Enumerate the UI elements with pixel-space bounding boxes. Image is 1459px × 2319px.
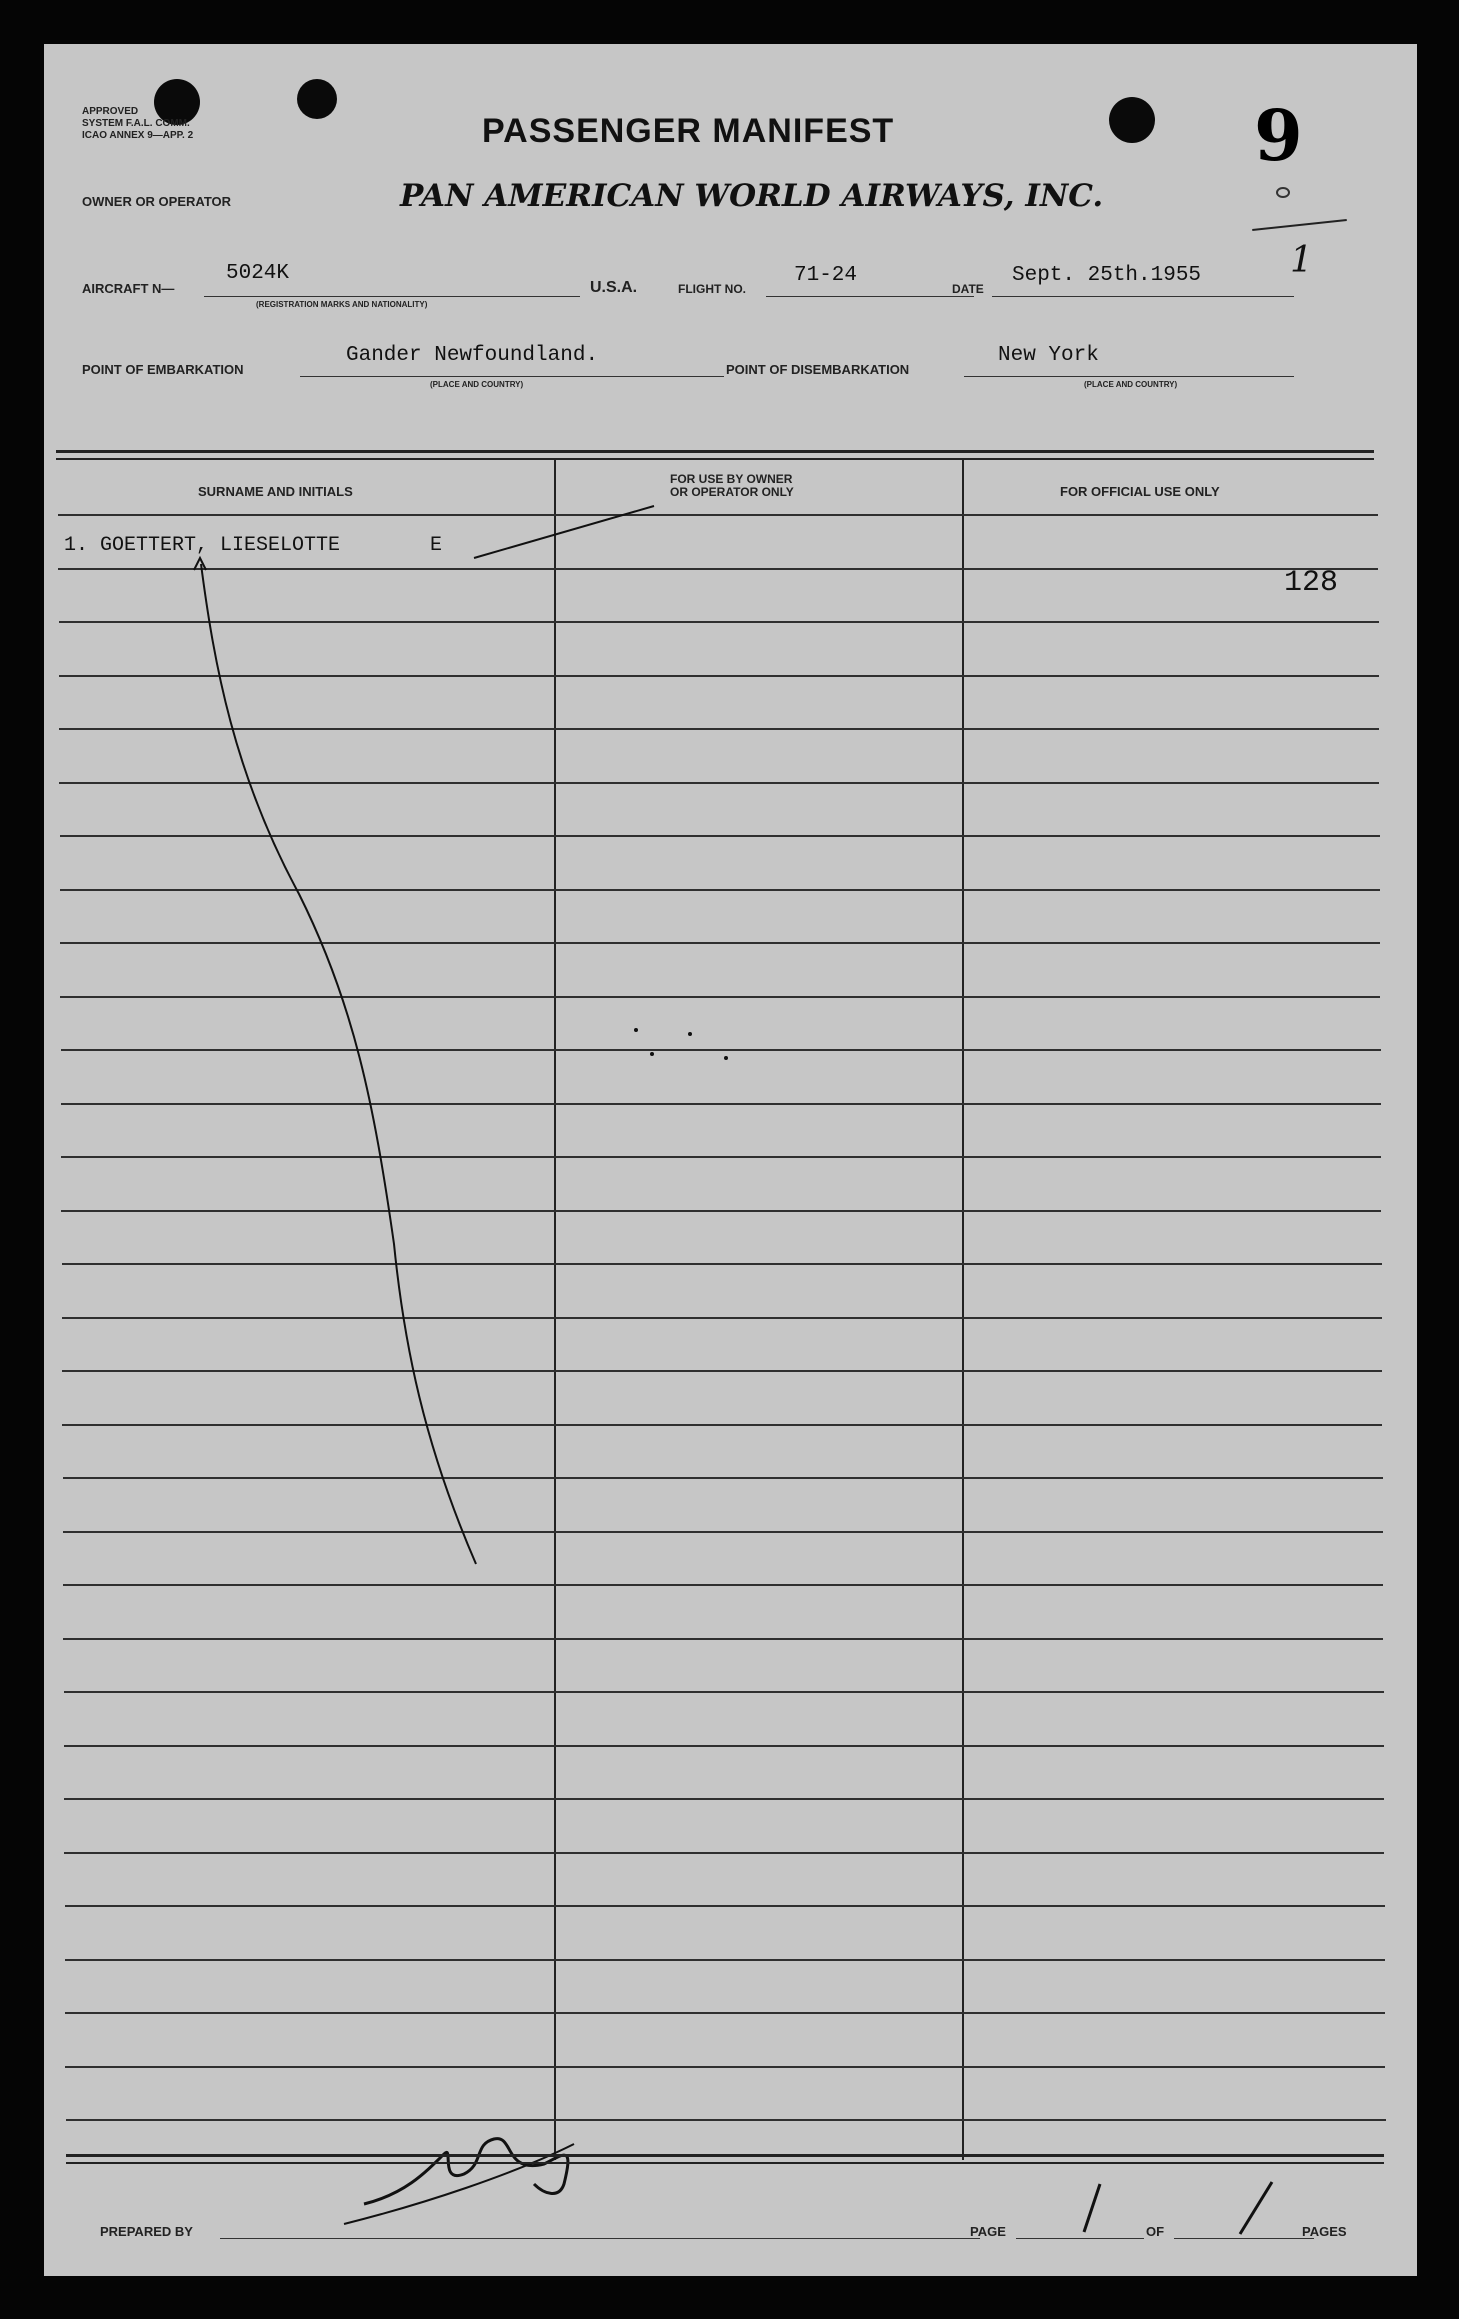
page-title: PASSENGER MANIFEST xyxy=(482,112,895,150)
passenger-initial: E xyxy=(430,534,443,557)
disembark-caption: (PLACE AND COUNTRY) xyxy=(1084,380,1178,389)
approval-line-2: SYSTEM F.A.L. COMM. xyxy=(82,118,190,129)
passenger-name: 1. GOETTERT, LIESELOTTE xyxy=(64,534,341,557)
corner-number: 9 xyxy=(1254,94,1303,177)
flight-value: 71-24 xyxy=(794,264,858,287)
official-number: 128 xyxy=(1284,566,1339,600)
date-value: Sept. 25th.1955 xyxy=(1012,264,1202,287)
header-official: FOR OFFICIAL USE ONLY xyxy=(1060,484,1220,499)
date-label: DATE xyxy=(952,282,984,296)
approval-line-1: APPROVED xyxy=(82,106,139,117)
embark-label: POINT OF EMBARKATION xyxy=(82,362,244,377)
prepared-by-underline xyxy=(220,2238,980,2239)
of-value xyxy=(1244,2196,1245,2197)
pen-strokes xyxy=(44,44,1417,2276)
disembark-value: New York xyxy=(998,344,1099,367)
corner-fraction: 1 xyxy=(1290,240,1313,281)
header-surname: SURNAME AND INITIALS xyxy=(198,484,353,499)
approval-line-3: ICAO ANNEX 9—APP. 2 xyxy=(82,130,194,141)
embark-value: Gander Newfoundland. xyxy=(346,344,599,367)
prepared-by-label: PREPARED BY xyxy=(100,2224,193,2239)
usa-label: U.S.A. xyxy=(590,279,638,296)
manifest-paper xyxy=(44,44,1417,2276)
page-value xyxy=(1066,2196,1067,2197)
table-bottom-rule xyxy=(66,2154,1384,2157)
aircraft-value: 5024K xyxy=(226,262,290,285)
page-underline xyxy=(1016,2238,1144,2239)
pages-label: PAGES xyxy=(1302,2224,1347,2239)
owner-value: PAN AMERICAN WORLD AIRWAYS, INC. xyxy=(400,178,1104,214)
header-owner-line1: FOR USE BY OWNER xyxy=(670,472,793,486)
embark-caption: (PLACE AND COUNTRY) xyxy=(430,380,524,389)
table-bottom-rule xyxy=(66,2162,1384,2164)
of-label: OF xyxy=(1146,2224,1165,2239)
disembark-label: POINT OF DISEMBARKATION xyxy=(726,362,910,377)
page-label: PAGE xyxy=(970,2224,1006,2239)
aircraft-label: AIRCRAFT N— xyxy=(82,281,175,296)
header-owner-line2: OR OPERATOR ONLY xyxy=(670,485,794,499)
registration-caption: (REGISTRATION MARKS AND NATIONALITY) xyxy=(256,300,428,309)
of-underline xyxy=(1174,2238,1314,2239)
flight-label: FLIGHT NO. xyxy=(678,282,746,296)
owner-label: OWNER OR OPERATOR xyxy=(82,194,232,209)
